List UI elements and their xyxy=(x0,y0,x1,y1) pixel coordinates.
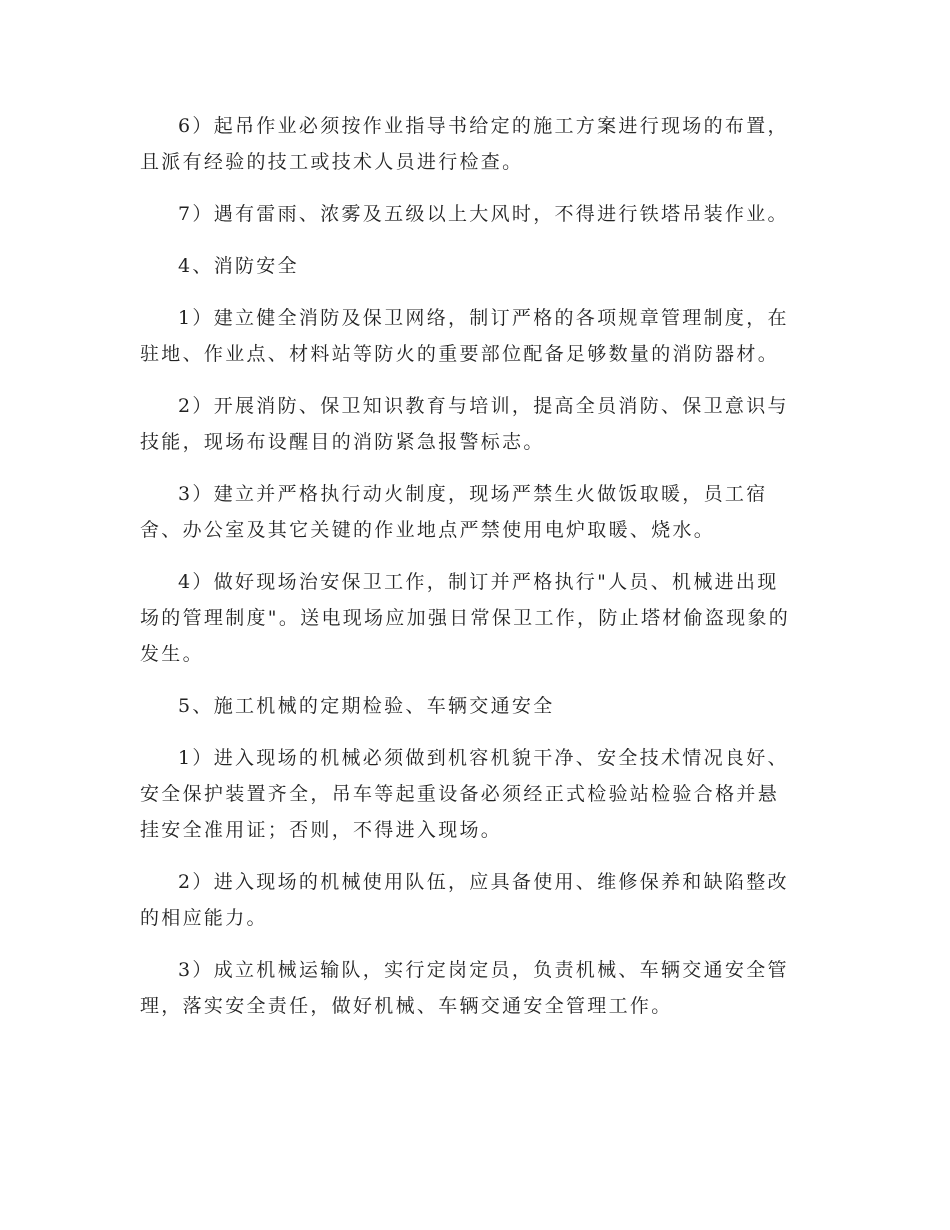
text-line: 的相应能力。 xyxy=(140,907,268,929)
text-line: 场的管理制度"。送电现场应加强日常保卫工作，防止塔材偷盗现象的 xyxy=(140,607,791,629)
section-heading-machinery-traffic xyxy=(140,688,810,724)
text-line: 6）起吊作业必须按作业指导书给定的施工方案进行现场的布置， xyxy=(178,115,789,137)
text-line: 挂安全准用证；否则，不得进入现场。 xyxy=(140,819,503,841)
text-line: 3）建立并严格执行动火制度，现场严禁生火做饭取暖，员工宿 xyxy=(178,483,768,505)
paragraph-hot-work xyxy=(140,476,810,548)
text-line: 1）进入现场的机械必须做到机容机貌干净、安全技术情况良好、 xyxy=(178,747,789,769)
paragraph-machinery-entry xyxy=(140,740,810,848)
text-line: 2）进入现场的机械使用队伍，应具备使用、维修保养和缺陷整改 xyxy=(178,871,789,893)
text-line: 驻地、作业点、材料站等防火的重要部位配备足够数量的消防器材。 xyxy=(140,343,780,365)
paragraph-site-security xyxy=(140,564,810,672)
text-line: 舍、办公室及其它关键的作业地点严禁使用电炉取暖、烧水。 xyxy=(140,519,716,541)
text-line: 且派有经验的技工或技术人员进行检查。 xyxy=(140,151,524,173)
text-line: 技能，现场布设醒目的消防紧急报警标志。 xyxy=(140,431,545,453)
text-line: 2）开展消防、保卫知识教育与培训，提高全员消防、保卫意识与 xyxy=(178,395,789,417)
paragraph-machinery-team xyxy=(140,864,810,936)
text-line: 理，落实安全责任，做好机械、车辆交通安全管理工作。 xyxy=(140,995,673,1017)
text-line: 1）建立健全消防及保卫网络，制订严格的各项规章管理制度，在 xyxy=(178,307,789,329)
section-heading-fire-safety xyxy=(140,248,810,284)
paragraph-transport-team xyxy=(140,952,810,1024)
text-line: 4）做好现场治安保卫工作，制订并严格执行"人员、机械进出现 xyxy=(178,571,779,593)
text-line: 5、施工机械的定期检验、车辆交通安全 xyxy=(178,695,555,717)
text-line: 安全保护装置齐全，吊车等起重设备必须经正式检验站检验合格并悬 xyxy=(140,783,780,805)
paragraph-lifting-layout xyxy=(140,108,810,180)
paragraph-weather-restriction xyxy=(140,196,810,232)
text-line: 4、消防安全 xyxy=(178,255,299,277)
text-line: 3）成立机械运输队，实行定岗定员，负责机械、车辆交通安全管 xyxy=(178,959,789,981)
paragraph-fire-training xyxy=(140,388,810,460)
paragraph-fire-network xyxy=(140,300,810,372)
text-line: 7）遇有雷雨、浓雾及五级以上大风时，不得进行铁塔吊装作业。 xyxy=(178,203,789,225)
document-page xyxy=(140,108,810,1040)
text-line: 发生。 xyxy=(140,643,204,665)
